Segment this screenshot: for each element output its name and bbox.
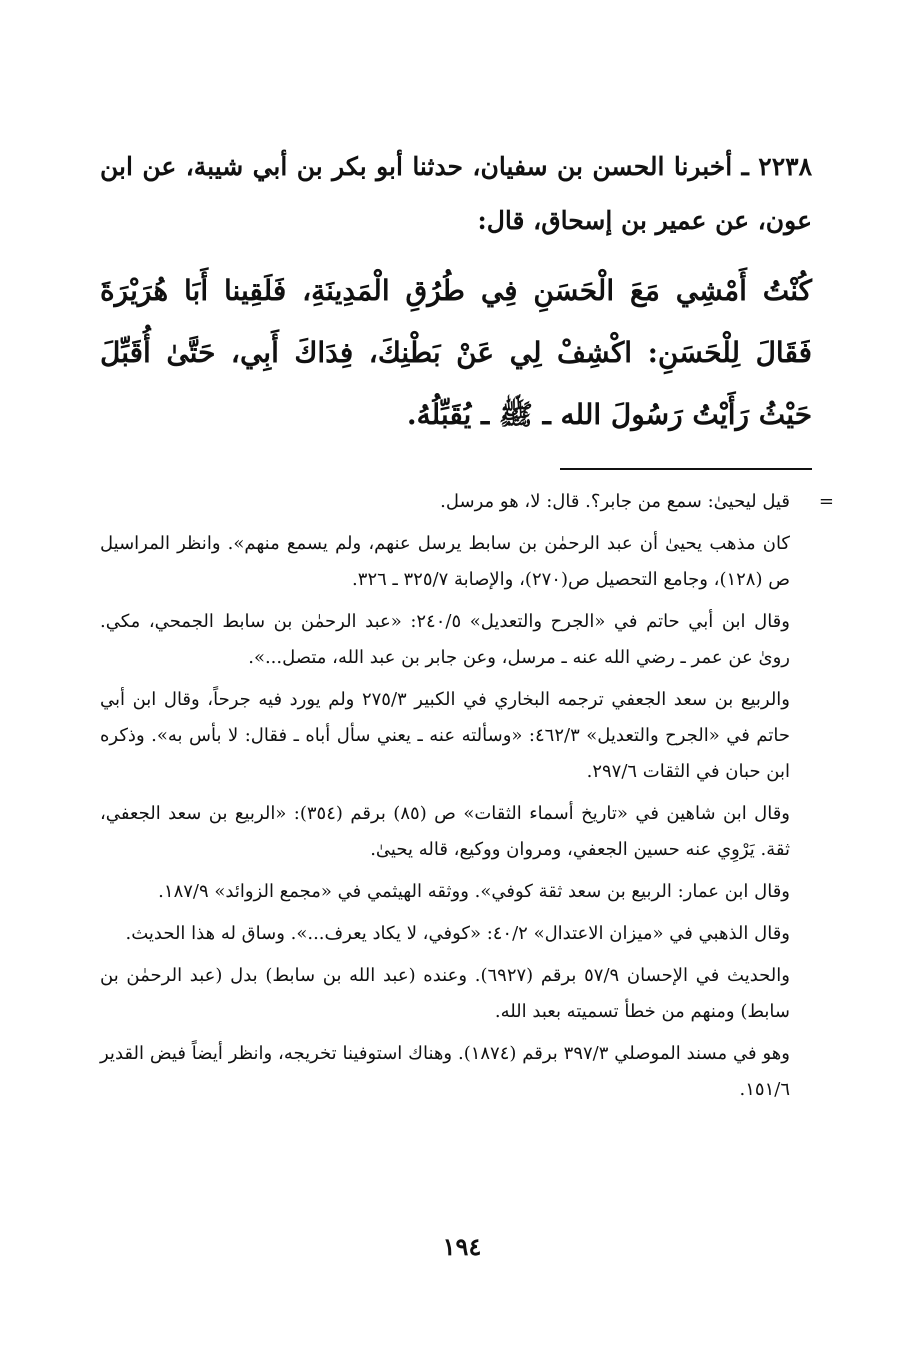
footnote-paragraph: والربيع بن سعد الجعفي ترجمه البخاري في الكبير ٢٧٥/٣ ولم يورد فيه جرحاً، وقال ابن أبي حاتم في «الجرح والتعديل» ٤٦٢/٣: «وسألته عنه ـ يعني سأل أباه ـ فقال: لا بأس به». وذكره ابن حبان في الثقات ٢٩٧/٦.	[100, 689, 791, 782]
hadith-matn: كُنْتُ أَمْشِي مَعَ الْحَسَنِ فِي طُرُقِ الْمَدِينَةِ، فَلَقِينا أَبَا هُرَيْرَةَ فَقَالَ لِلْحَسَنِ: اكْشِفْ لِي عَنْ بَطْنِكَ، فِدَاكَ أَبِي، حَتَّىٰ أُقَبِّلَ حَيْثُ رَأَيْتُ رَسُولَ الله ـ ﷺ ـ يُقَبِّلُهُ.	[100, 274, 812, 431]
continuation-mark: =	[818, 491, 834, 512]
footnote-paragraph: والحديث في الإحسان ٥٧/٩ برقم (٦٩٢٧). وعنده (عبد الله بن سابط) بدل (عبد الرحمٰن بن سابط) ومنهم من خطأ تسميته بعبد الله.	[100, 965, 790, 1022]
footnote-text: قيل ليحيىٰ: سمع من جابر؟. قال: لا، هو مرسل.	[440, 491, 790, 512]
page-number: ١٩٤	[442, 1232, 482, 1261]
footnote-paragraph: وهو في مسند الموصلي ٣٩٧/٣ برقم (١٨٧٤). وهناك استوفينا تخريجه، وانظر أيضاً فيض القدير ١٥١/٦.	[100, 1043, 790, 1100]
footnote-paragraph: وقال ابن عمار: الربيع بن سعد ثقة كوفي». ووثقه الهيثمي في «مجمع الزوائد» ١٨٧/٩.	[158, 881, 790, 902]
footnote-paragraph: وقال ابن أبي حاتم في «الجرح والتعديل» ٢٤٠/٥: «عبد الرحمٰن بن سابط الجمحي، مكي. روىٰ عن عمر ـ رضي الله عنه ـ مرسل، وعن جابر بن عبد الله، متصل...».	[100, 611, 790, 668]
footnotes	[100, 484, 834, 1114]
footnote-separator	[560, 468, 812, 470]
footnote-paragraph: وقال ابن شاهين في «تاريخ أسماء الثقات» ص (٨٥) برقم (٣٥٤): «الربيع بن سعد الجعفي، ثقة. يَرْوِي عنه حسين الجعفي، ومروان ووكيع، قاله يحيىٰ.	[100, 803, 790, 860]
footnote-paragraph: كان مذهب يحيىٰ أن عبد الرحمٰن بن سابط يرسل عنهم، ولم يسمع منهم». وانظر المراسيل ص (١٢٨)، وجامع التحصيل ص(٢٧٠)، والإصابة ٣٢٥/٧ ـ ٣٢٦.	[100, 533, 790, 590]
hadith-isnad: ٢٢٣٨ ـ أخبرنا الحسن بن سفيان، حدثنا أبو بكر بن أبي شيبة، عن ابن عون، عن عمير بن إسحاق، قال:	[100, 152, 812, 235]
hadith-block	[100, 140, 812, 446]
footnote-paragraph	[100, 484, 834, 520]
footnote-paragraph: وقال الذهبي في «ميزان الاعتدال» ٤٠/٢: «كوفي، لا يكاد يعرف...». وساق له هذا الحديث.	[125, 923, 790, 944]
